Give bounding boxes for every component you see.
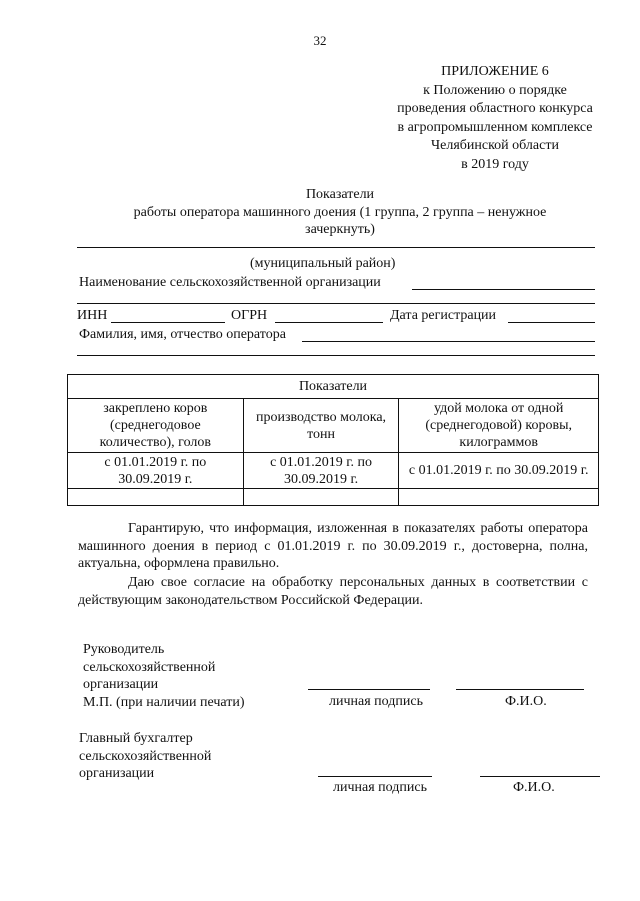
- accountant-title-line: организации: [79, 766, 155, 781]
- district-fill-line[interactable]: [77, 247, 595, 248]
- table-column-header: удой молока от одной (среднегодовой) коровы, килограммов: [399, 399, 599, 453]
- table-period-cell: с 01.01.2019 г. по 30.09.2019 г.: [399, 453, 599, 489]
- accountant-name-caption: Ф.И.О.: [513, 780, 555, 795]
- document-title: [100, 186, 580, 239]
- table-period-cell: с 01.01.2019 г. по 30.09.2019 г.: [243, 453, 399, 489]
- org-name-fill-line-2[interactable]: [77, 303, 595, 304]
- title-line: Показатели: [305, 187, 375, 202]
- guarantee-paragraph: Гарантирую, что информация, изложенная в показателях работы оператора машинного доения в период с 01.01.2019 г. по 30.09.2019 г., достоверна, полна, актуальна, оформлена правильно.: [78, 521, 588, 571]
- table-value-cell[interactable]: [399, 489, 599, 506]
- accountant-name-line[interactable]: [480, 776, 600, 777]
- table-column-header: закреплено коров (среднегодовое количество), голов: [68, 399, 244, 453]
- head-signature-line[interactable]: [308, 689, 430, 690]
- accountant-title-line: Главный бухгалтер: [79, 731, 193, 746]
- reg-date-label: Дата регистрации: [390, 308, 497, 323]
- head-name-caption: Ф.И.О.: [505, 694, 547, 709]
- appendix-header: [383, 63, 607, 175]
- head-signature-caption: личная подпись: [329, 694, 423, 709]
- table-period-cell: с 01.01.2019 г. по 30.09.2019 г.: [68, 453, 244, 489]
- title-line: работы оператора машинного доения (1 группа, 2 группа – ненужное: [133, 204, 547, 220]
- table-header: Показатели: [68, 375, 599, 399]
- inn-fill-line[interactable]: [111, 322, 225, 323]
- head-title-block: [83, 641, 245, 711]
- appendix-line: к Положению о порядке: [423, 82, 567, 98]
- accountant-title-block: [79, 730, 211, 783]
- page-number: 32: [313, 33, 327, 48]
- appendix-line: ПРИЛОЖЕНИЕ 6: [441, 64, 549, 79]
- ogrn-label: ОГРН: [231, 308, 268, 323]
- stamp-caption: М.П. (при наличии печати): [83, 694, 245, 710]
- table-value-cell[interactable]: [243, 489, 399, 506]
- consent-paragraph: Даю свое согласие на обработку персональных данных в соответствии с действующим законодательством Российской Федерации.: [78, 575, 588, 608]
- title-line: зачеркнуть): [305, 222, 375, 237]
- head-title-line: организации: [83, 677, 159, 692]
- ogrn-fill-line[interactable]: [275, 322, 383, 323]
- operator-name-fill-line-2[interactable]: [77, 355, 595, 356]
- appendix-line: в агропромышленном комплексе: [397, 119, 593, 135]
- indicators-table: [67, 374, 599, 506]
- operator-name-label: Фамилия, имя, отчество оператора: [79, 327, 286, 342]
- head-name-line[interactable]: [456, 689, 584, 690]
- org-name-label: Наименование сельскохозяйственной организации: [79, 275, 381, 290]
- head-title-line: Руководитель: [83, 642, 165, 657]
- head-title-line: сельскохозяйственной: [83, 659, 216, 675]
- org-name-fill-line[interactable]: [412, 289, 595, 290]
- appendix-line: в 2019 году: [461, 156, 529, 172]
- appendix-line: проведения областного конкурса: [397, 101, 593, 117]
- district-caption: (муниципальный район): [250, 256, 396, 271]
- inn-label: ИНН: [77, 308, 108, 323]
- table-column-header: производство молока, тонн: [243, 399, 399, 453]
- reg-date-fill-line[interactable]: [508, 322, 595, 323]
- accountant-signature-line[interactable]: [318, 776, 432, 777]
- operator-name-fill-line[interactable]: [302, 341, 595, 342]
- table-value-cell[interactable]: [68, 489, 244, 506]
- accountant-title-line: сельскохозяйственной: [79, 748, 212, 764]
- accountant-signature-caption: личная подпись: [333, 780, 427, 795]
- appendix-line: Челябинской области: [431, 138, 559, 154]
